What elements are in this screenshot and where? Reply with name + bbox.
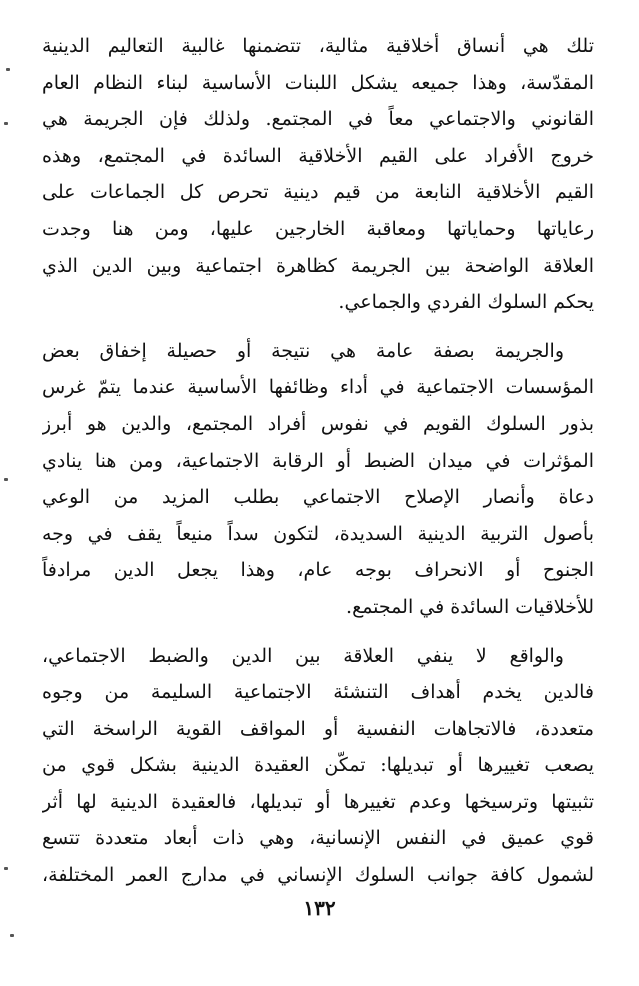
text-line: فالدين يخدم أهداف التنشئة الاجتماعية السليمة من وجوه [42,681,594,704]
margin-speck [6,68,10,71]
text-line: المؤثرات في ميدان الضبط أو الرقابة الاجتماعية، ومن هنا ينادي [42,449,594,472]
paragraph-3 [42,638,594,894]
text-line: القانوني والاجتماعي معاً في المجتمع. ولذلك فإن الجريمة هي [42,108,594,131]
text-line: رعاياتها وحماياتها ومعاقبة الخارجين عليها، ومن هنا وجدت [42,217,594,240]
text-line: تثبيتها وترسيخها وعدم تغييرها أو تبديلها، فالعقيدة الدينية لها أثر [42,790,594,813]
text-line: بأصول التربية الدينية السديدة، لتكون سداً منيعاً يقف في وجه [42,522,594,545]
paragraph-1 [42,28,594,321]
paragraph-gap [42,626,594,638]
text-line: قوي عميق في النفس الإنسانية، وهي ذات أبعاد متعددة تتسع [42,827,594,850]
margin-speck [10,934,14,937]
text-line: والواقع لا ينفي العلاقة بين الدين والضبط الاجتماعي، [42,644,564,667]
margin-speck [4,478,8,481]
text-line: لشمول كافة جوانب السلوك الإنساني في مدارج العمر المختلفة، [42,864,594,887]
text-line: بذور السلوك القويم في نفوس أفراد المجتمع، والدين هو أبرز [42,412,594,435]
paragraph-gap [42,321,594,333]
text-line: العلاقة الواضحة بين الجريمة كظاهرة اجتماعية وبين الدين الذي [42,254,594,277]
margin-speck [4,867,8,870]
page-number: ١٣٢ [303,896,336,920]
paragraph-2 [42,333,594,626]
text-line: المؤسسات الاجتماعية في أداء وظائفها الأساسية عندما يتمّ غرس [42,376,594,399]
text-line: تلك هي أنساق أخلاقية مثالية، تتضمنها غالبية التعاليم الدينية [42,35,594,57]
text-line: يحكم السلوك الفردي والجماعي. [338,291,594,314]
text-line: يصعب تغييرها أو تبديلها: تمكّن العقيدة الدينية بشكل قوي من [42,754,594,777]
margin-speck [4,122,8,125]
body-text [42,28,594,894]
text-line: الجنوح أو الانحراف بوجه عام، وهذا يجعل الدين مرادفاً [42,559,594,582]
text-line: المقدّسة، وهذا جميعه يشكل اللبنات الأساسية لبناء النظام العام [42,71,594,94]
text-line: دعاة وأنصار الإصلاح الاجتماعي بطلب المزيد من الوعي [42,486,594,509]
text-line: للأخلاقيات السائدة في المجتمع. [346,595,594,618]
text-line: والجريمة بصفة عامة هي نتيجة أو حصيلة إخفاق بعض [42,339,564,362]
text-line: متعددة، فالاتجاهات النفسية أو المواقف القوية الراسخة التي [42,717,594,740]
text-line: القيم الأخلاقية النابعة من قيم دينية تحرص كل الجماعات على [42,181,594,204]
text-line: خروج الأفراد على القيم الأخلاقية السائدة في المجتمع، وهذه [42,144,594,167]
